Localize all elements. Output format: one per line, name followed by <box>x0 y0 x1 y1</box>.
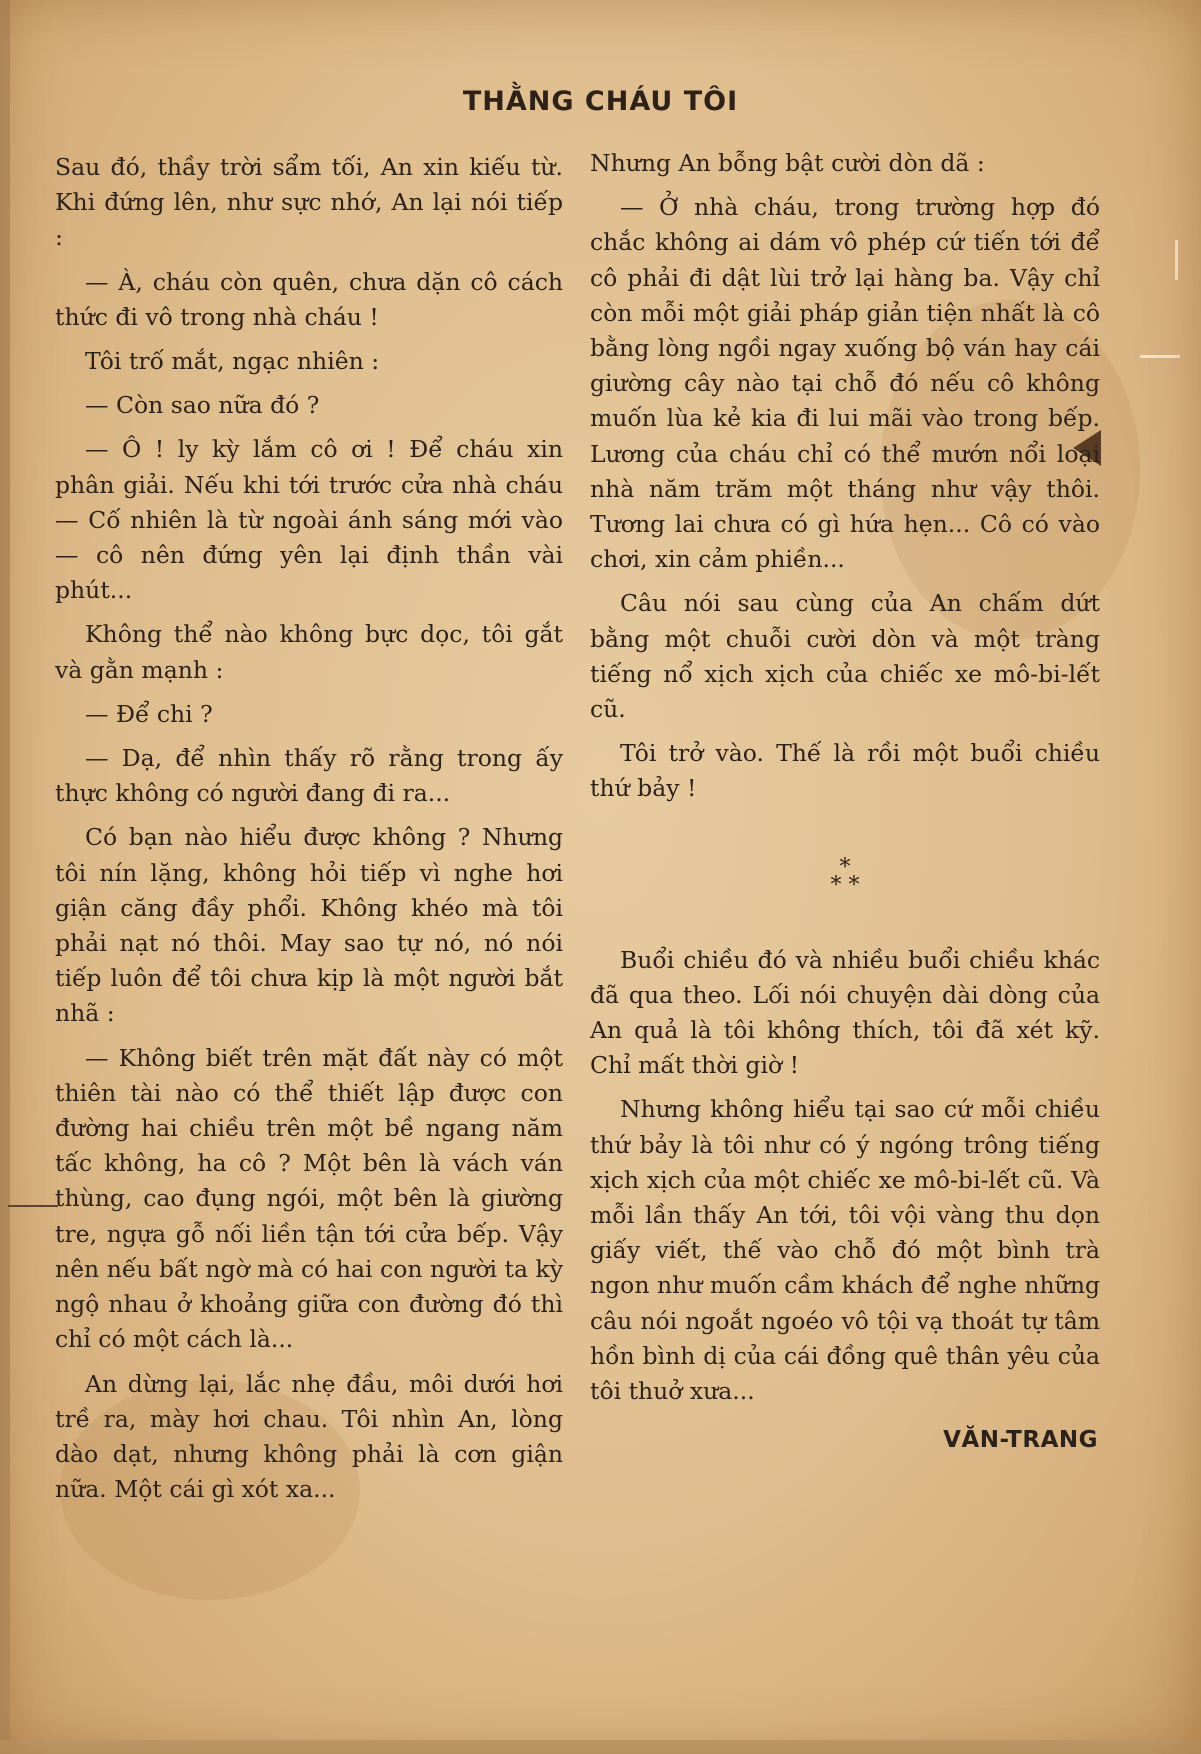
paragraph: Nhưng không hiểu tại sao cứ mỗi chiều thứ bảy là tôi như có ý ngóng trông tiếng xịch xịch của một chiếc xe mô-bi-lết cũ. Và mỗi lần thấy An tới, tôi vội vàng thu dọn giấy viết, thế vào chỗ đó một bình trà ngon như muốn cầm khách để nghe những câu nói ngoắt ngoéo vô tội vạ thoát tự tâm hồn bình dị của cái đồng quê thân yêu của tôi thuở xưa... <box>590 1095 1100 1406</box>
paragraph: — Còn sao nữa đó ? <box>85 391 320 420</box>
paper-scratch <box>1140 355 1180 358</box>
paragraph: Nhưng An bỗng bật cười dòn dã : <box>590 149 985 177</box>
paragraph: Có bạn nào hiểu được không ? Nhưng tôi nín lặng, không hỏi tiếp vì nghe hơi giận căng đầy phổi. Không khéo mà tôi phải nạt nó thôi. May sao tự nó, nó nói tiếp luôn để tôi chưa kịp là một người bắt nhã : <box>55 823 563 1028</box>
left-column <box>55 150 563 1516</box>
paragraph: Không thể nào không bực dọc, tôi gắt và gằn mạnh : <box>55 620 563 684</box>
article-title: THẰNG CHÁU TÔI <box>462 86 739 117</box>
paragraph: — Dạ, để nhìn thấy rõ rằng trong ấy thực không có người đang đi ra... <box>55 744 563 808</box>
paragraph: Buổi chiều đó và nhiều buổi chiều khác đã qua theo. Lối nói chuyện dài dòng của An quả là tôi không thích, tôi đã xét kỹ. Chỉ mất thời giờ ! <box>590 945 1100 1080</box>
page-bottom-edge <box>0 1740 1201 1754</box>
paragraph: — Không biết trên mặt đất này có một thiên tài nào có thể thiết lập được con đường hai chiều trên một bề ngang năm tấc không, ha cô ? Một bên là vách ván thùng, cao đụng ngói, một bên là giường tre, ngựa gỗ nối liền tận tới cửa bếp. Vậy nên nếu bất ngờ mà có hai con người ta kỳ ngộ nhau ở khoảng giữa con đường đó thì chỉ có một cách là... <box>55 1043 563 1354</box>
paragraph: An dừng lại, lắc nhẹ đầu, môi dưới hơi trề ra, mày hơi chau. Tôi nhìn An, lòng dào dạt, nhưng không phải là cơn giận nữa. Một cái gì xót xa... <box>55 1369 563 1504</box>
paragraph: — Ô ! ly kỳ lắm cô ơi ! Để cháu xin phân giải. Nếu khi tới trước cửa nhà cháu — Cố nhiên là từ ngoài ánh sáng mới vào — cô nên đứng yên lại định thần vài phút... <box>55 435 563 605</box>
separator-stars-bottom: * * <box>830 872 860 898</box>
right-column <box>590 146 1100 1459</box>
paragraph: Tôi trở vào. Thế là rồi một buổi chiều thứ bảy ! <box>590 739 1100 803</box>
separator-star-top: * <box>839 854 851 880</box>
section-separator <box>590 854 1100 898</box>
paragraph: — Ở nhà cháu, trong trường hợp đó chắc không ai dám vô phép cứ tiến tới để cô phải đi dật lùi trở lại hàng ba. Vậy chỉ còn mỗi một giải pháp giản tiện nhất là cô bằng lòng ngồi ngay xuống bộ ván hay cái giường cây nào tại chỗ đó nếu cô không muốn lùa kẻ kia đi lui mãi vào trong bếp. Lương của cháu chỉ có thể mướn nổi loại nhà năm trăm một tháng như vậy thôi. Tương lai chưa có gì hứa hẹn... Cô có vào chơi, xin cảm phiền... <box>590 193 1100 574</box>
paper-scratch <box>1175 240 1178 280</box>
paragraph: — À, cháu còn quên, chưa dặn cô cách thức đi vô trong nhà cháu ! <box>55 267 563 331</box>
page-left-edge <box>0 0 10 1754</box>
margin-pencil-mark <box>8 1205 58 1207</box>
paragraph: Sau đó, thầy trời sẩm tối, An xin kiếu từ. Khi đứng lên, như sực nhớ, An lại nói tiếp : <box>55 153 563 252</box>
paragraph: Câu nói sau cùng của An chấm dứt bằng một chuỗi cười dòn và một tràng tiếng nổ xịch xịch của chiếc xe mô-bi-lết cũ. <box>590 589 1100 724</box>
paragraph: — Để chi ? <box>85 699 213 728</box>
author-signature: VĂN-TRANG <box>943 1427 1098 1454</box>
paragraph: Tôi trố mắt, ngạc nhiên : <box>85 347 380 376</box>
